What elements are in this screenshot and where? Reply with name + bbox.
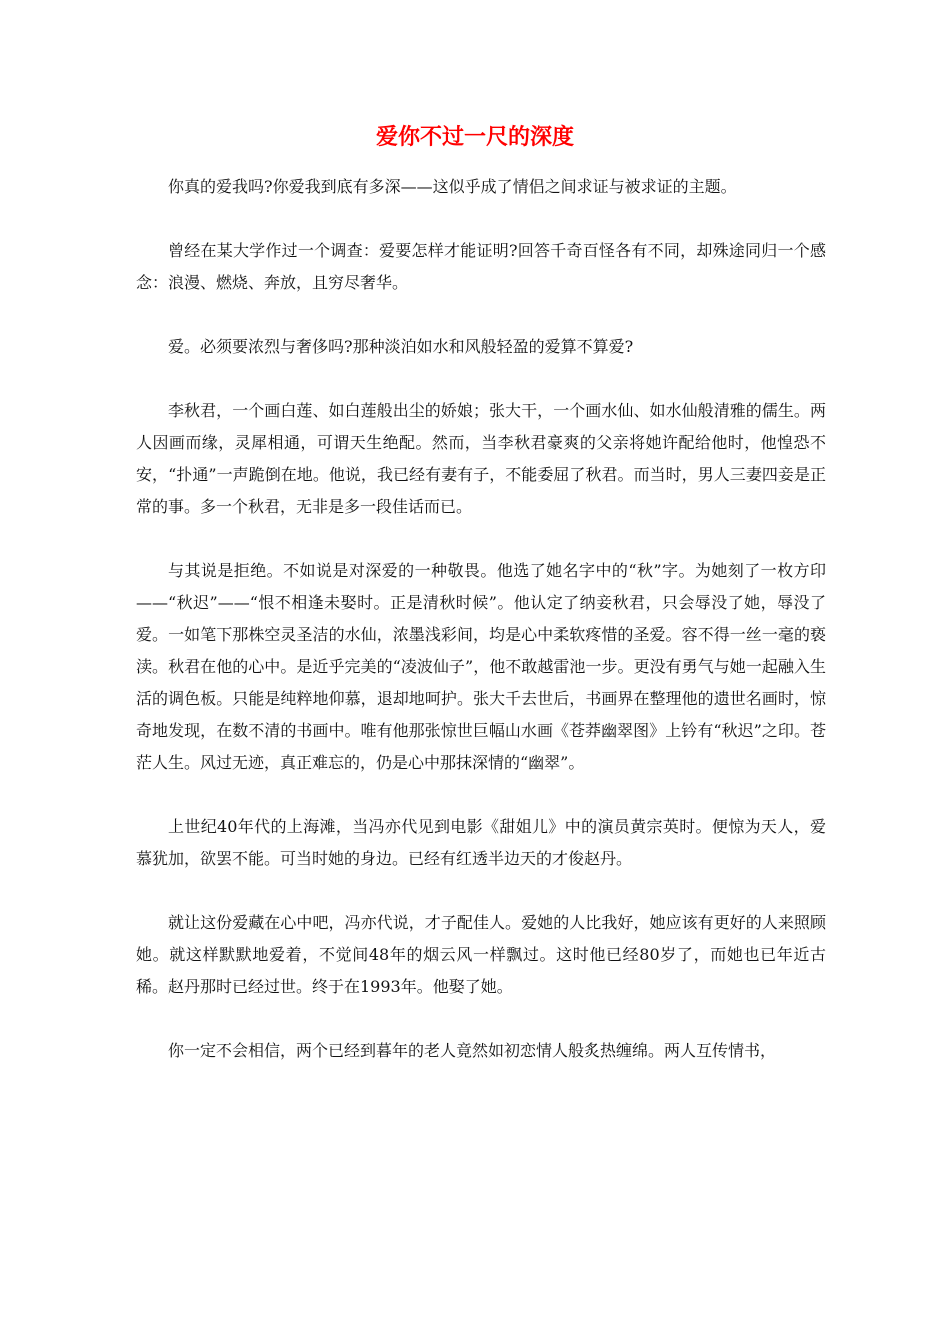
paragraph: 你真的爱我吗?你爱我到底有多深——这似乎成了情侣之间求证与被求证的主题。 bbox=[168, 177, 737, 196]
paragraph: 曾经在某大学作过一个调查：爱要怎样才能证明?回答千奇百怪各有不同，却殊途同归一个感念：浪漫、燃烧、奔放，且穷尽奢华。 bbox=[136, 241, 826, 292]
paragraph: 爱。必须要浓烈与奢侈吗?那种淡泊如水和风般轻盈的爱算不算爱? bbox=[168, 337, 634, 356]
paragraph: 上世纪40年代的上海滩，当冯亦代见到电影《甜姐儿》中的演员黄宗英时。便惊为天人，爱慕犹加，欲罢不能。可当时她的身边。已经有红透半边天的才俊赵丹。 bbox=[136, 817, 826, 868]
paragraph: 李秋君，一个画白莲、如白莲般出尘的娇娘；张大干，一个画水仙、如水仙般清雅的儒生。两人因画而缘，灵犀相通，可谓天生绝配。然而，当李秋君豪爽的父亲将她许配给他时，他惶恐不安，“扑通”一声跪倒在地。他说，我已经有妻有子，不能委屈了秋君。而当时，男人三妻四妾是正常的事。多一个秋君，无非是多一段佳话而已。 bbox=[136, 401, 826, 516]
paragraph: 与其说是拒绝。不如说是对深爱的一种敬畏。他选了她名字中的“秋”字。为她刻了一枚方印——“秋迟”——“恨不相逢未娶时。正是清秋时候”。他认定了纳妾秋君，只会辱没了她，辱没了爱。一如笔下那株空灵圣洁的水仙，浓墨浅彩间，均是心中柔软疼惜的圣爱。容不得一丝一毫的亵渎。秋君在他的心中。是近乎完美的“凌波仙子”，他不敢越雷池一步。更没有勇气与她一起融入生活的调色板。只能是纯粹地仰慕，退却地呵护。张大千去世后，书画界在整理他的遗世名画时，惊奇地发现，在数不清的书画中。唯有他那张惊世巨幅山水画《苍莽幽翠图》上钤有“秋迟”之印。苍茫人生。风过无迹，真正难忘的，仍是心中那抹深情的“幽翠”。 bbox=[136, 561, 826, 772]
document-title: 爱你不过一尺的深度 bbox=[375, 124, 574, 150]
document-body bbox=[136, 171, 826, 1099]
paragraph: 就让这份爱藏在心中吧，冯亦代说，才子配佳人。爱她的人比我好，她应该有更好的人来照顾她。就这样默默地爱着，不觉间48年的烟云风一样飘过。这时他已经80岁了，而她也已年近古稀。赵丹那时已经过世。终于在1993年。他娶了她。 bbox=[136, 913, 826, 996]
paragraph: 你一定不会相信，两个已经到暮年的老人竟然如初恋情人般炙热缠绵。两人互传情书， bbox=[168, 1041, 777, 1060]
